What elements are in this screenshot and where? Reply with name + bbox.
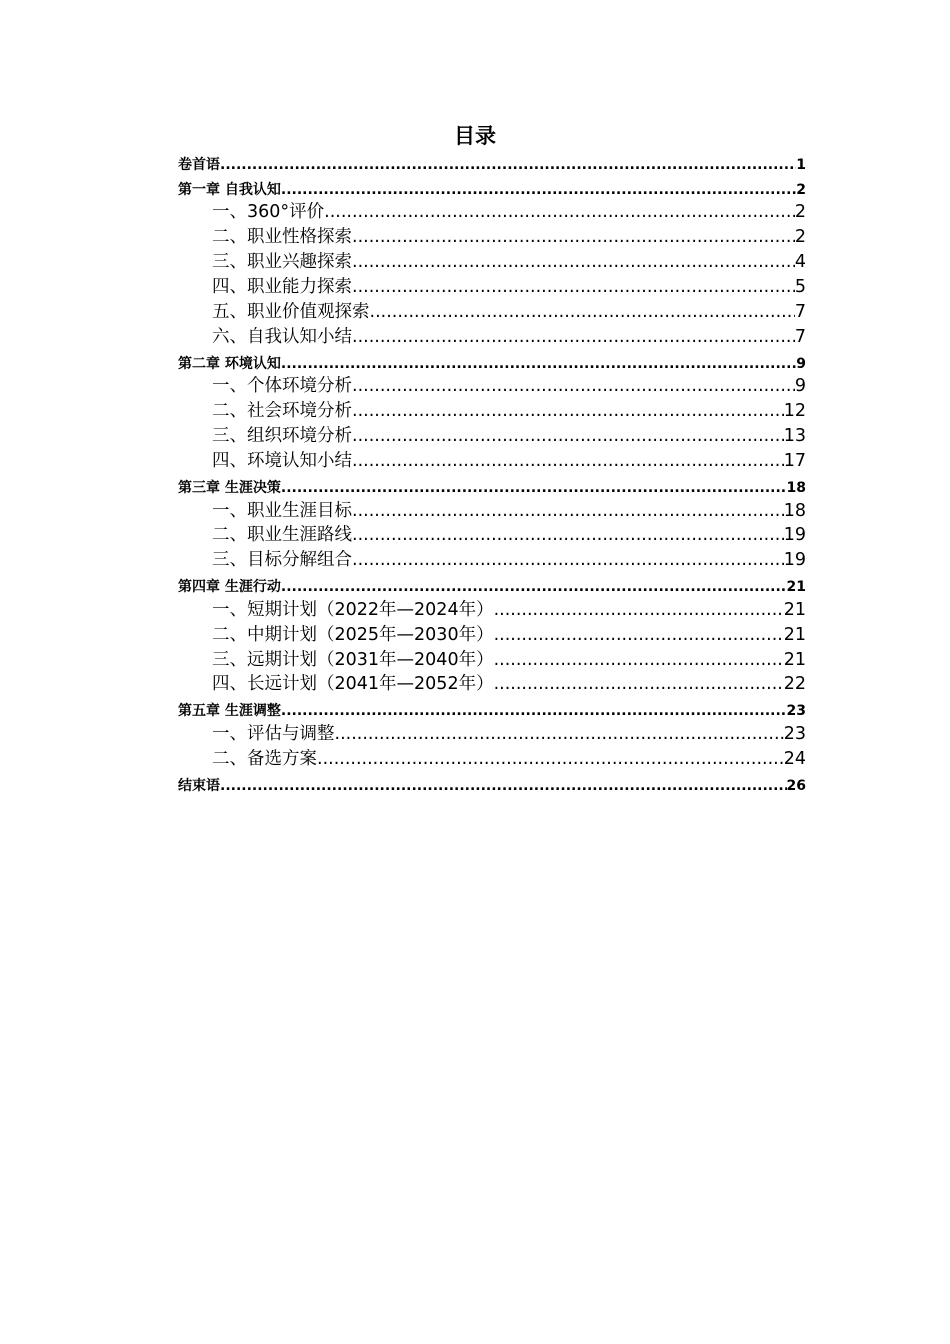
toc-dot-leader — [352, 501, 784, 521]
toc-chapter-entry[interactable] — [178, 173, 806, 198]
toc-dot-leader — [281, 356, 796, 372]
toc-entry-label: 六、自我认知小结 — [212, 326, 352, 347]
toc-page-number: 23 — [783, 724, 806, 745]
toc-dot-leader — [370, 302, 795, 322]
toc-entry-label: 结束语 — [178, 777, 220, 794]
toc-dot-leader — [352, 426, 784, 446]
toc-entry-label: 一、评估与调整 — [212, 724, 335, 745]
toc-dot-leader — [352, 525, 784, 545]
toc-entry-label: 一、短期计划（2022年—2024年） — [212, 599, 494, 620]
toc-entry-label: 三、组织环境分析 — [212, 426, 352, 446]
toc-dot-leader — [352, 327, 795, 347]
toc-section-entry[interactable] — [178, 620, 806, 645]
toc-entry-label: 第二章 环境认知 — [178, 355, 281, 372]
toc-page-number: 18 — [783, 500, 806, 521]
toc-entry-label: 四、环境认知小结 — [212, 450, 352, 471]
toc-section-entry[interactable] — [178, 272, 806, 297]
toc-page-number: 22 — [783, 674, 806, 695]
toc-page-number: 9 — [796, 355, 806, 372]
toc-chapter-entry[interactable] — [178, 148, 806, 173]
toc-dot-leader — [494, 600, 784, 620]
toc-page-number: 4 — [794, 252, 806, 273]
toc-section-entry[interactable] — [178, 595, 806, 620]
table-of-contents — [178, 148, 806, 794]
toc-dot-leader — [317, 749, 784, 769]
toc-entry-label: 四、长远计划（2041年—2052年） — [212, 674, 494, 695]
toc-page-number: 19 — [783, 550, 806, 571]
toc-entry-label: 二、中期计划（2025年—2030年） — [212, 624, 494, 645]
toc-page-number: 26 — [786, 777, 806, 794]
toc-dot-leader — [324, 202, 795, 222]
toc-page-number: 19 — [783, 525, 806, 546]
toc-entry-label: 第一章 自我认知 — [178, 181, 281, 198]
toc-page-number: 21 — [786, 579, 806, 596]
toc-dot-leader — [352, 277, 795, 297]
toc-dot-leader — [335, 724, 784, 744]
toc-section-entry[interactable] — [178, 546, 806, 571]
toc-section-entry[interactable] — [178, 297, 806, 322]
toc-page-number: 13 — [783, 426, 806, 446]
toc-entry-label: 卷首语 — [178, 156, 220, 173]
toc-entry-label: 一、个体环境分析 — [212, 376, 352, 397]
toc-page-number: 21 — [783, 649, 806, 670]
toc-entry-label: 二、社会环境分析 — [212, 401, 352, 422]
toc-chapter-entry[interactable] — [178, 695, 806, 720]
toc-chapter-entry[interactable] — [178, 570, 806, 595]
toc-entry-label: 三、职业兴趣探索 — [212, 252, 352, 273]
toc-entry-label: 五、职业价值观探索 — [212, 301, 370, 322]
toc-section-entry[interactable] — [178, 446, 806, 471]
toc-entry-label: 二、职业生涯路线 — [212, 525, 352, 546]
toc-entry-label: 第五章 生涯调整 — [178, 703, 281, 720]
toc-dot-leader — [352, 376, 795, 396]
toc-chapter-entry[interactable] — [178, 347, 806, 372]
toc-entry-label: 三、目标分解组合 — [212, 550, 352, 571]
toc-entry-label: 四、职业能力探索 — [212, 276, 352, 297]
toc-section-entry[interactable] — [178, 198, 806, 223]
toc-entry-label: 第四章 生涯行动 — [178, 579, 281, 596]
toc-dot-leader — [494, 625, 784, 645]
toc-dot-leader — [494, 650, 784, 670]
toc-entry-label: 一、360°评价 — [212, 202, 325, 223]
toc-dot-leader — [281, 703, 787, 719]
toc-page-number: 9 — [794, 376, 806, 397]
toc-section-entry[interactable] — [178, 744, 806, 769]
toc-page-number: 21 — [783, 599, 806, 620]
toc-section-entry[interactable] — [178, 719, 806, 744]
toc-section-entry[interactable] — [178, 372, 806, 397]
toc-page-number: 7 — [794, 301, 806, 322]
toc-chapter-entry[interactable] — [178, 471, 806, 496]
toc-section-entry[interactable] — [178, 421, 806, 446]
toc-dot-leader — [494, 674, 784, 694]
toc-dot-leader — [281, 579, 787, 595]
toc-section-entry[interactable] — [178, 521, 806, 546]
toc-dot-leader — [352, 227, 795, 247]
toc-dot-leader — [220, 778, 787, 794]
toc-chapter-entry[interactable] — [178, 769, 806, 794]
toc-page-number: 24 — [783, 748, 806, 769]
toc-page-number: 2 — [794, 227, 806, 248]
toc-section-entry[interactable] — [178, 496, 806, 521]
toc-entry-label: 一、职业生涯目标 — [212, 500, 352, 521]
toc-section-entry[interactable] — [178, 322, 806, 347]
toc-page-number: 1 — [796, 156, 806, 173]
toc-page-number: 7 — [794, 326, 806, 347]
toc-dot-leader — [281, 182, 796, 198]
toc-title: 目录 — [454, 123, 496, 148]
toc-page-number: 21 — [783, 624, 806, 645]
toc-entry-label: 二、职业性格探索 — [212, 227, 352, 248]
toc-entry-label: 二、备选方案 — [212, 748, 317, 769]
toc-page-number: 17 — [783, 450, 806, 471]
toc-dot-leader — [220, 157, 796, 173]
toc-section-entry[interactable] — [178, 396, 806, 421]
toc-dot-leader — [352, 550, 784, 570]
toc-page-number: 18 — [786, 479, 806, 496]
toc-dot-leader — [352, 252, 795, 272]
toc-dot-leader — [352, 451, 784, 471]
toc-section-entry[interactable] — [178, 247, 806, 272]
toc-section-entry[interactable] — [178, 223, 806, 248]
toc-page-number: 5 — [794, 276, 806, 297]
toc-section-entry[interactable] — [178, 670, 806, 695]
toc-section-entry[interactable] — [178, 645, 806, 670]
toc-dot-leader — [281, 480, 787, 496]
toc-page-number: 12 — [783, 401, 806, 422]
toc-dot-leader — [352, 401, 784, 421]
toc-entry-label: 第三章 生涯决策 — [178, 479, 281, 496]
toc-page-number: 2 — [796, 181, 806, 198]
toc-page-number: 23 — [786, 703, 806, 720]
toc-page-number: 2 — [794, 202, 806, 223]
toc-entry-label: 三、远期计划（2031年—2040年） — [212, 649, 494, 670]
